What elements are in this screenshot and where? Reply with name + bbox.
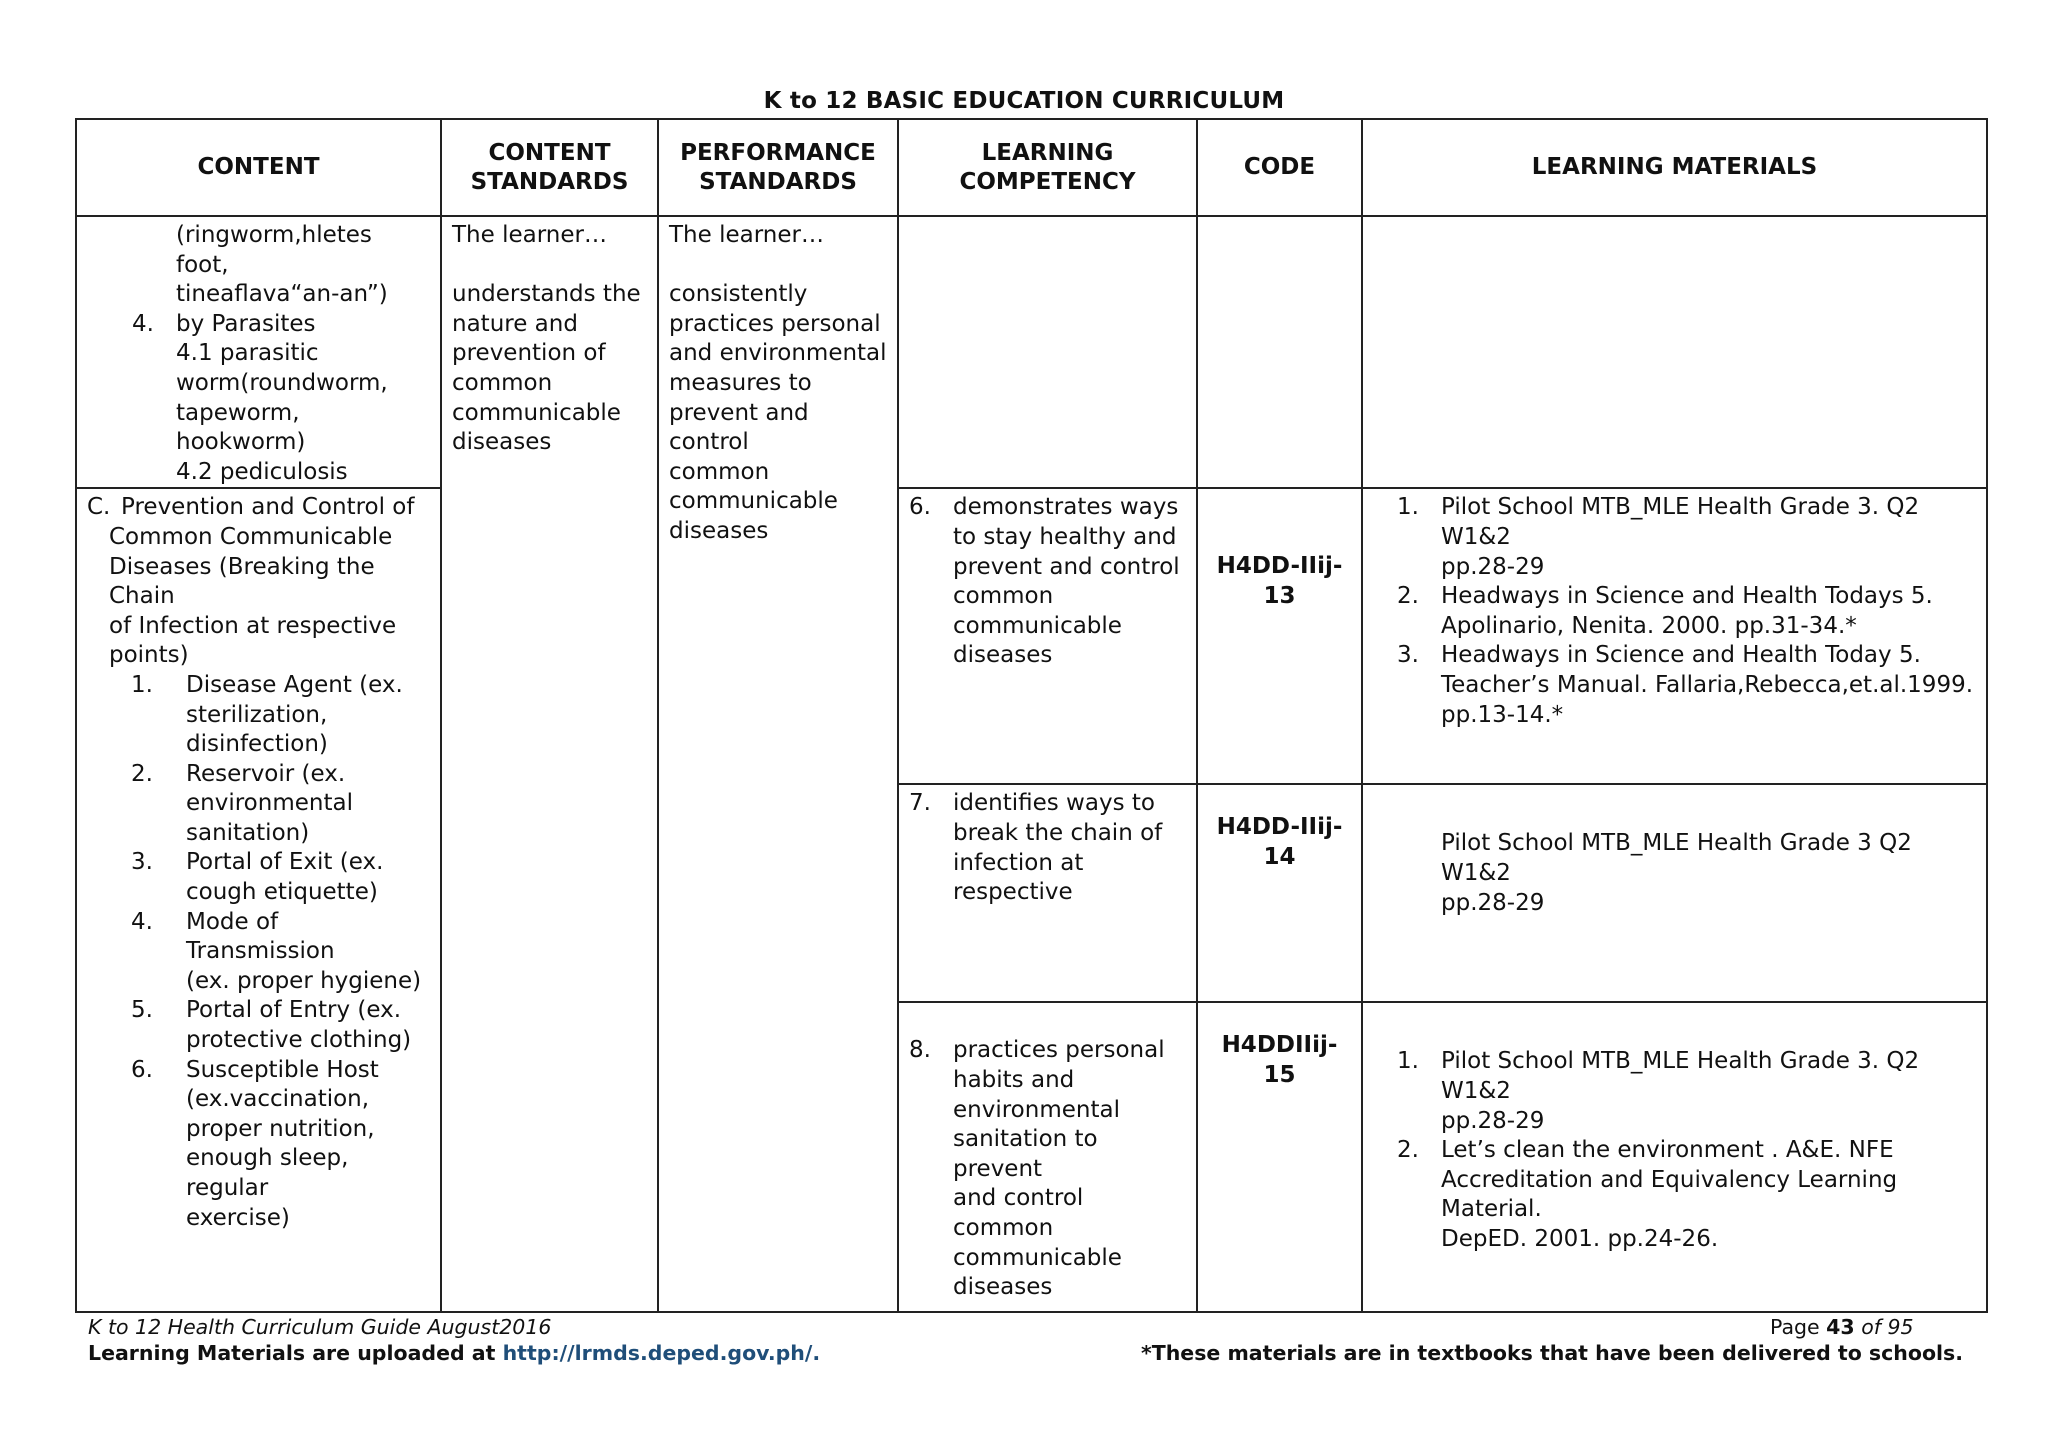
list-item (131, 848, 430, 907)
materials-cell (1362, 1002, 1987, 1312)
list-number: 1. (1397, 1048, 1419, 1075)
list-item (131, 760, 430, 849)
list-item (131, 1056, 430, 1234)
code-line: 13 (1263, 582, 1296, 609)
content-line: exercise) (186, 1204, 290, 1231)
standard-line: practices personal (669, 310, 881, 337)
code-cell (1197, 488, 1362, 784)
standard-line: common (452, 369, 553, 396)
content-line: (ex. proper hygiene) (186, 967, 422, 994)
list-number: 2. (1397, 1137, 1419, 1164)
competency-line: habits and (953, 1066, 1075, 1093)
material-line: pp.28-29 (1441, 1107, 1545, 1134)
standard-line: prevent and control (669, 399, 809, 456)
content-line: cough etiquette) (186, 879, 378, 906)
list-item (1397, 641, 1976, 730)
list-item (1397, 582, 1976, 641)
list-item (87, 493, 430, 523)
standard-line: nature and (452, 310, 578, 337)
content-line: Diseases (Breaking the Chain (109, 553, 375, 610)
material-line: Let’s clean the environment . A&E. NFE (1441, 1137, 1894, 1164)
standard-line: communicable (669, 488, 838, 515)
list-item (909, 789, 1186, 907)
list-item (131, 908, 430, 997)
list-number: 1. (1397, 494, 1419, 521)
list-number: 3. (131, 849, 153, 876)
code-line: H4DD-IIij- (1216, 553, 1343, 580)
footer-textbook-note: *These materials are in textbooks that have been delivered to schools. (1141, 1341, 1964, 1365)
list-number: 8. (909, 1037, 931, 1064)
material-line: pp.28-29 (1441, 553, 1545, 580)
content-line: tapeworm, hookworm) (176, 399, 306, 456)
list-item (87, 310, 430, 340)
code-line: 15 (1263, 1061, 1296, 1088)
code-cell (1197, 784, 1362, 1002)
material-line: Apolinario, Nenita. 2000. pp.31-34.* (1441, 612, 1857, 639)
header-code: CODE (1197, 119, 1362, 216)
standard-line: and environmental (669, 340, 887, 367)
competency-line: diseases (953, 642, 1053, 669)
material-line: DepED. 2001. pp.24-26. (1441, 1225, 1719, 1252)
code-line: 14 (1263, 843, 1296, 870)
content-line: of Infection at respective (109, 612, 397, 639)
content-line: proper nutrition, (186, 1115, 375, 1142)
materials-cell-empty (1362, 216, 1987, 488)
competency-line: sanitation to prevent (953, 1126, 1098, 1182)
code-cell-empty (1197, 216, 1362, 488)
standard-line: common (669, 458, 770, 485)
competency-line: environmental (953, 1096, 1120, 1123)
page-label: Page (1770, 1315, 1820, 1339)
content-line: Reservoir (ex. (186, 760, 346, 787)
list-number: 3. (1397, 642, 1419, 669)
content-line: points) (109, 642, 189, 669)
competency-line: break the chain of (953, 819, 1163, 846)
materials-cell (1362, 784, 1987, 1002)
content-line: Prevention and Control of (121, 494, 415, 521)
list-item (909, 1036, 1186, 1302)
list-item (909, 493, 1186, 671)
material-line: Headways in Science and Health Today 5. (1441, 642, 1921, 669)
material-line: pp.28-29 (1441, 889, 1545, 916)
curriculum-table (75, 118, 1988, 1313)
table-row (76, 488, 1987, 784)
list-number: 6. (131, 1056, 153, 1083)
list-number: 7. (909, 790, 931, 817)
list-item (1397, 1047, 1976, 1136)
material-line: Pilot School MTB_MLE Health Grade 3 Q2 W1&2 (1441, 830, 1912, 886)
content-line: by Parasites (176, 310, 316, 337)
standard-line: diseases (669, 517, 769, 544)
standard-intro: The learner… (669, 222, 824, 248)
content-line: Common Communicable (109, 523, 393, 550)
standard-line: understands the (452, 281, 641, 308)
list-number: 4. (132, 310, 154, 337)
standard-line: diseases (452, 429, 552, 456)
footer-guide: K to 12 Health Curriculum Guide August2016 (88, 1315, 552, 1339)
header-learning-materials: LEARNING MATERIALS (1362, 119, 1987, 216)
competency-line: identifies ways to (953, 790, 1155, 817)
content-cell-upper (76, 216, 441, 488)
materials-cell (1362, 488, 1987, 784)
standard-intro: The learner… (452, 222, 607, 248)
document-title: K to 12 BASIC EDUCATION CURRICULUM (763, 88, 1285, 114)
content-line: sanitation) (186, 819, 310, 846)
content-line: protective clothing) (186, 1027, 412, 1054)
material-line: Accreditation and Equivalency Learning Material. (1441, 1166, 1898, 1223)
list-number: 1. (131, 671, 153, 698)
list-marker: C. (87, 494, 111, 521)
competency-line: prevent and control (953, 553, 1180, 580)
content-standards-cell (441, 216, 658, 1312)
standard-line: measures to (669, 369, 812, 396)
material-line: Pilot School MTB_MLE Health Grade 3. Q2 W1&2 (1441, 1048, 1920, 1104)
competency-cell (898, 784, 1197, 1002)
content-line: environmental (186, 790, 353, 817)
content-cell-lower (76, 488, 441, 1312)
footer-upload-note (88, 1340, 820, 1366)
code-line: H4DD-IIij- (1216, 814, 1343, 841)
competency-line: and control common (953, 1185, 1084, 1241)
standard-line: communicable (452, 399, 621, 426)
competency-cell (898, 488, 1197, 784)
header-learning-competency: LEARNING COMPETENCY (898, 119, 1197, 216)
material-line: Teacher’s Manual. Fallaria,Rebecca,et.al.1999. (1441, 671, 1974, 698)
list-number: 2. (131, 760, 153, 787)
header-row (76, 119, 1987, 216)
material-line: Headways in Science and Health Todays 5. (1441, 583, 1933, 610)
competency-cell-empty (898, 216, 1197, 488)
upload-prefix: Learning Materials are uploaded at (88, 1341, 496, 1365)
list-item (131, 671, 430, 760)
list-number: 4. (131, 908, 153, 935)
content-line: Portal of Entry (ex. (186, 997, 402, 1024)
competency-line: demonstrates ways (953, 494, 1179, 521)
page-total: of 95 (1861, 1315, 1914, 1339)
competency-line: common (953, 583, 1054, 610)
page-current: 43 (1826, 1315, 1855, 1339)
content-line: enough sleep, regular (186, 1145, 349, 1201)
content-line: 4.2 pediculosis (176, 458, 348, 485)
content-line: Portal of Exit (ex. (186, 849, 384, 876)
list-item (131, 996, 430, 1055)
content-line: worm(roundworm, (176, 369, 388, 396)
header-performance-standards: PERFORMANCE STANDARDS (658, 119, 898, 216)
material-line: pp.13-14.* (1441, 701, 1564, 728)
list-item (1397, 493, 1976, 582)
competency-cell (898, 1002, 1197, 1312)
content-line: Mode of Transmission (186, 908, 335, 965)
list-number: 5. (131, 997, 153, 1024)
standard-line: consistently (669, 281, 808, 308)
standard-line: prevention of (452, 340, 606, 367)
competency-line: to stay healthy and (953, 523, 1177, 550)
code-line: H4DDIIij- (1221, 1032, 1338, 1059)
competency-line: communicable (953, 1244, 1122, 1271)
content-line: Disease Agent (ex. (186, 671, 403, 698)
lrmds-link[interactable]: http://lrmds.deped.gov.ph/. (502, 1341, 821, 1365)
list-item (1397, 1136, 1976, 1254)
performance-standards-cell (658, 216, 898, 1312)
header-content-standards: CONTENT STANDARDS (441, 119, 658, 216)
content-line: sterilization, (186, 701, 328, 728)
competency-line: respective (953, 879, 1073, 906)
list-number: 2. (1397, 583, 1419, 610)
competency-line: diseases (953, 1274, 1053, 1301)
list-number: 6. (909, 494, 931, 521)
material-line: Pilot School MTB_MLE Health Grade 3. Q2 W1&2 (1441, 494, 1920, 550)
content-line: 4.1 parasitic (176, 340, 319, 367)
content-line: (ringworm,hletes foot, (176, 222, 372, 278)
code-cell (1197, 1002, 1362, 1312)
competency-line: practices personal (953, 1037, 1165, 1064)
header-content: CONTENT (76, 119, 441, 216)
content-line: disinfection) (186, 731, 328, 758)
competency-line: infection at (953, 849, 1084, 876)
content-line: (ex.vaccination, (186, 1086, 370, 1113)
table-row (76, 216, 1987, 488)
content-line: Susceptible Host (186, 1056, 379, 1083)
competency-line: communicable (953, 612, 1122, 639)
footer-page-number (1770, 1314, 1914, 1340)
content-line: tineaflava“an-an”) (176, 281, 388, 308)
